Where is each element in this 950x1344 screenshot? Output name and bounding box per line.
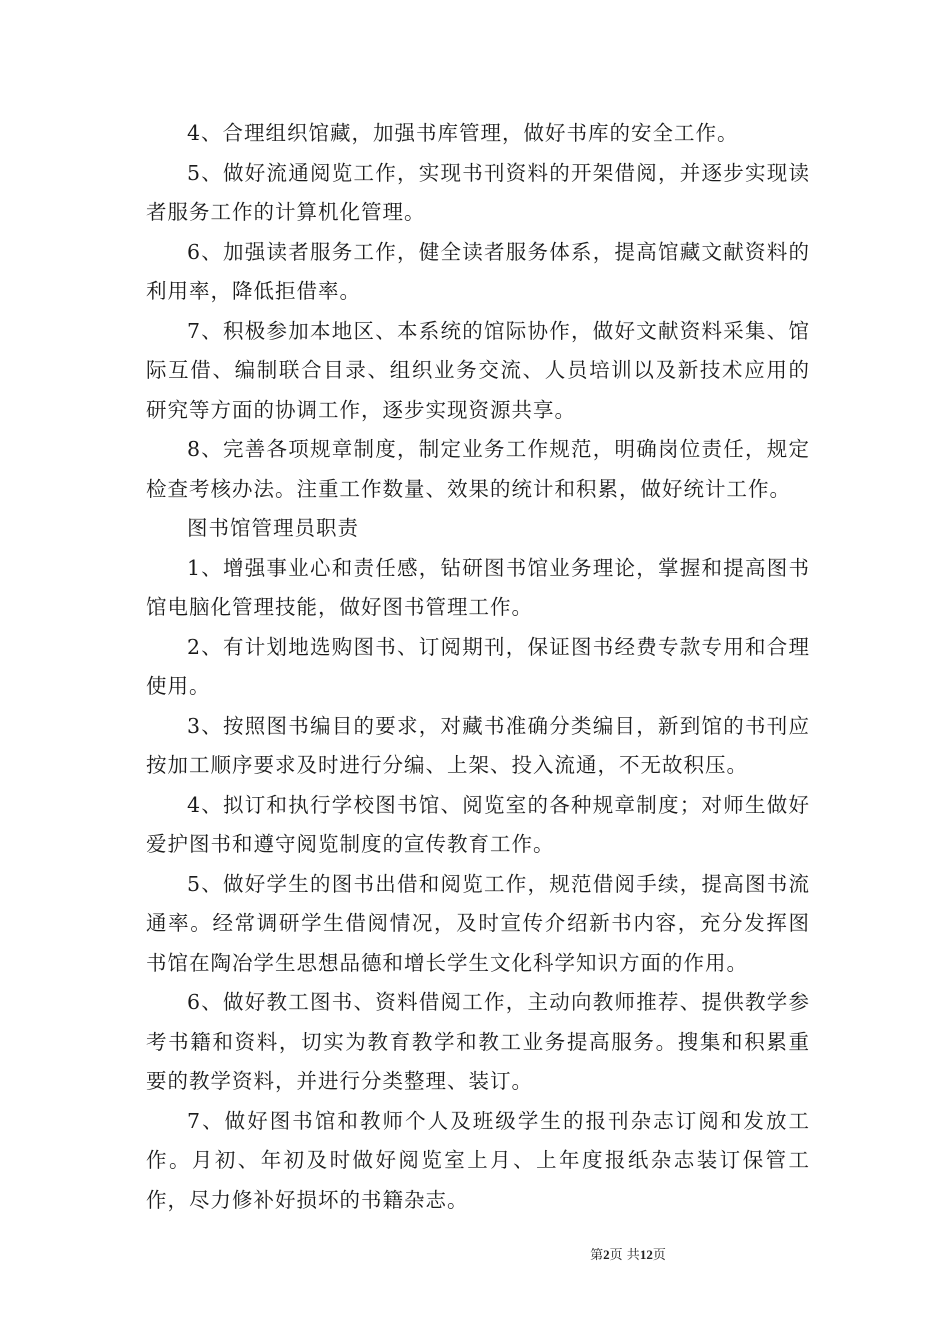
paragraph-item-6: 6、加强读者服务工作，健全读者服务体系，提高馆藏文献资料的利用率，降低拒借率。 [146,239,810,303]
duty-item-2: 2、有计划地选购图书、订阅期刊，保证图书经费专款专用和合理使用。 [146,634,810,698]
paragraph-item-8: 8、完善各项规章制度，制定业务工作规范，明确岗位责任，规定检查考核办法。注重工作数量、效果的统计和积累，做好统计工作。 [146,437,810,501]
document-body [146,114,810,1220]
section-title: 图书馆管理员职责 [187,516,359,540]
duty-item-7: 7、做好图书馆和教师个人及班级学生的报刊杂志订阅和发放工作。月初、年初及时做好阅览室上月、上年度报纸杂志装订保管工作，尽力修补好损坏的书籍杂志。 [146,1108,810,1212]
footer-current-page: 2 [603,1247,610,1262]
footer-total-pages: 12 [639,1247,653,1262]
duty-item-1: 1、增强事业心和责任感，钻研图书馆业务理论，掌握和提高图书馆电脑化管理技能，做好图书管理工作。 [146,555,810,619]
page-footer [0,1244,950,1263]
duty-item-4: 4、拟订和执行学校图书馆、阅览室的各种规章制度；对师生做好爱护图书和遵守阅览制度的宣传教育工作。 [146,792,810,856]
duty-item-5: 5、做好学生的图书出借和阅览工作，规范借阅手续，提高图书流通率。经常调研学生借阅情况，及时宣传介绍新书内容，充分发挥图书馆在陶冶学生思想品德和增长学生文化科学知识方面的作用。 [146,871,810,975]
footer-suffix: 页 [652,1248,666,1263]
paragraph-item-5: 5、做好流通阅览工作，实现书刊资料的开架借阅，并逐步实现读者服务工作的计算机化管理。 [146,160,810,224]
paragraph-item-4: 4、合理组织馆藏，加强书库管理，做好书库的安全工作。 [187,121,739,145]
duty-item-6: 6、做好教工图书、资料借阅工作，主动向教师推荐、提供教学参考书籍和资料，切实为教育教学和教工业务提高服务。搜集和积累重要的教学资料，并进行分类整理、装订。 [146,990,810,1093]
paragraph-item-7: 7、积极参加本地区、本系统的馆际协作，做好文献资料采集、馆际互借、编制联合目录、组织业务交流、人员培训以及新技术应用的研究等方面的协调工作，逐步实现资源共享。 [146,318,810,422]
footer-prefix: 第 [590,1248,604,1263]
duty-item-3: 3、按照图书编目的要求，对藏书准确分类编目，新到馆的书刊应按加工顺序要求及时进行分编、上架、投入流通，不无故积压。 [146,713,810,777]
footer-middle: 页 共 [609,1248,640,1263]
